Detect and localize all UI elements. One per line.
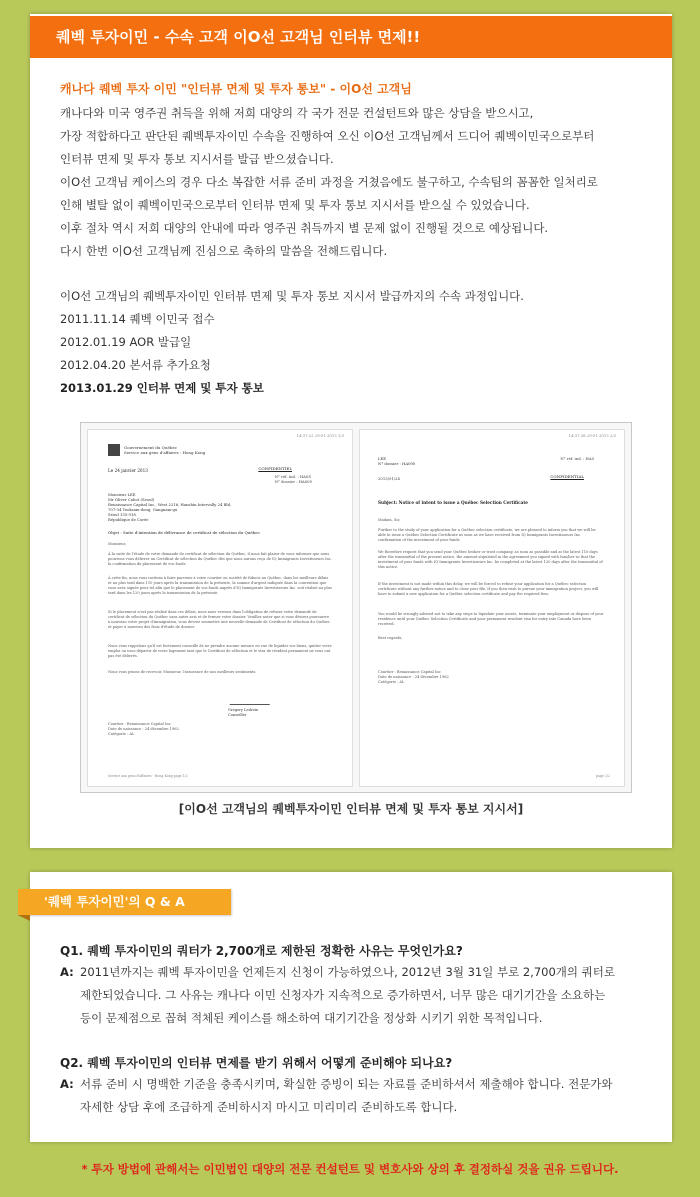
courtier-line: Catégorie : AL bbox=[378, 680, 405, 684]
timeline-item: 2011.11.14 퀘벡 이민국 접수 bbox=[60, 312, 215, 326]
letter-text: You would be strongly advised not to take any steps to liquidate your assets, terminate your employment or dispose of your residence until your Québec Selection Certificate and your permanent resident visa for entry into Canada have been received. bbox=[378, 612, 604, 626]
case-paragraph bbox=[60, 102, 650, 263]
qa-card bbox=[30, 872, 672, 1142]
paragraph-line: 캐나다와 미국 영주권 취득을 위해 저희 대양의 각 국가 전문 컨설턴트와 많은 상담을 받으시고, bbox=[60, 106, 534, 120]
addr-line: République de Corée bbox=[108, 517, 149, 522]
letter-closing: Best regards, bbox=[378, 636, 403, 640]
case-card bbox=[30, 14, 672, 848]
page-footer: Service aux gens d'affaires - Hong Kong page 1/2 bbox=[108, 774, 188, 778]
paragraph-line: 인해 별탈 없이 퀘벡이민국으로부터 인터뷰 면제 및 투자 통보 지시서를 받으실 수 있었습니다. bbox=[60, 198, 530, 212]
answer-label: A: bbox=[60, 965, 74, 979]
courtier-line: Catégorie : AL bbox=[108, 732, 135, 736]
answer-line: 제한되었습니다. 그 사유는 캐나다 이민 신청자가 지속적으로 증가하면서, 너무 많은 대기기간을 소요하는 bbox=[80, 988, 606, 1002]
timeline bbox=[60, 285, 650, 400]
document-caption: [이O선 고객님의 퀘벡투자이민 인터뷰 면제 및 투자 통보 지시서] bbox=[178, 802, 524, 816]
question-2: Q2. 퀘벡 투자이민의 인터뷰 면제를 받기 위해서 어떻게 준비해야 되나요? bbox=[60, 1056, 453, 1070]
answer-line: 2011년까지는 퀘벡 투자이민을 언제든지 신청이 가능하였으나, 2012년 3월 31일 부로 2,700개의 쿼터로 bbox=[80, 965, 615, 979]
question-1: Q1. 퀘벡 투자이민의 쿼터가 2,700개로 제한된 정확한 사유는 무엇인가요? bbox=[60, 944, 463, 958]
ref-line: N° réf. ind. : HA0S bbox=[274, 474, 311, 479]
paragraph-line: 이후 절차 역시 저희 대양의 안내에 따라 영주권 취득까지 별 문제 없이 진행될 것으로 예상됩니다. bbox=[60, 221, 549, 235]
letter-text: We therefore request that you send your Québec broker or trust company, as soon as possible and at the latest 110 days after the transmittal of the present notice, the amount stipulated in the agreement you signed with him/her so that the investment of your funds with IQ Immigrants Investisseurs Inc. be completed at the latest 120 days after the transmittal of this notice. bbox=[378, 550, 603, 569]
letter-text: Further to the study of your application for a Québec selection certificate, we are pleased to inform you that we will be able to issue a Québec Selection Certificate as soon as we have received from IQ Immigrants Investisseurs Inc. confirmation of the investment of your funds. bbox=[378, 528, 596, 542]
answer-line: 자세한 상담 후에 조급하게 준비하시지 마시고 미리미리 준비하도록 합니다. bbox=[80, 1100, 458, 1114]
answer-1 bbox=[60, 961, 660, 1030]
letter-subject: Subject: Notice of intent to issue a Québec Selection Certificate bbox=[378, 500, 528, 505]
disclaimer-footnote: * 투자 방법에 관해서는 이민법인 대양의 전문 컨설턴트 및 변호사와 상의 후 결정하실 것을 권유 드립니다. bbox=[81, 1162, 619, 1176]
timeline-item: 2012.04.20 본서류 추가요청 bbox=[60, 358, 211, 372]
letter-date: 2013/01/24 bbox=[378, 476, 400, 481]
paragraph-line: 인터뷰 면제 및 투자 통보 지시서를 발급 받으셨습니다. bbox=[60, 152, 334, 166]
addr-line: Renaissance Capital Inc., West 2216, Hanshin Intervally 24 Bld, bbox=[108, 502, 232, 507]
courtier-line: Date de naissance : 24 décembre 1962 bbox=[378, 675, 449, 679]
government-name bbox=[124, 445, 205, 455]
letter-salutation: Monsieur, bbox=[108, 542, 127, 546]
addr-line: Séoul 135-918 bbox=[108, 512, 136, 517]
answer-line: 등이 문제점으로 꼽혀 적체된 케이스를 해소하여 대기기간을 정상화 시키기 위한 목적입니다. bbox=[80, 1011, 543, 1025]
gov-line: Gouvernement du Québec bbox=[124, 445, 178, 450]
answer-2 bbox=[60, 1073, 660, 1119]
confidential-label: CONFIDENTIEL bbox=[258, 466, 292, 471]
recipient-line: N° dossier : HA000 bbox=[378, 461, 416, 466]
paragraph-line: 가장 적합하다고 판단된 퀘벡투자이민 수속을 진행하여 오신 이O선 고객님께서 드디어 퀘벡이민국으로부터 bbox=[60, 129, 595, 143]
document-page-french bbox=[87, 429, 353, 787]
courtier-line: Courtier : Renaissance Capital Inc bbox=[108, 722, 171, 726]
fax-header: 14:37:22 29-01-2013 1/3 bbox=[296, 433, 344, 438]
addr-line: Mr Oliver Cabot (Seoul) bbox=[108, 497, 155, 502]
letter-text: Si le placement n'est pas réalisé dans ces délais, nous nous verrons dans l'obligation de refuser votre demande de certificat de sélection du Québec sans autre avis et de fermer votre dossier. Veuillez noter que si vous désirez poursuivre à nouveau votre projet d'immigration, vous devrez soumettre une nouvelle demande de Certificat de sélection du Québec et payer à nouveau des frais d'étude de dossier. bbox=[108, 610, 330, 629]
timeline-item: 2012.01.19 AOR 발급일 bbox=[60, 335, 192, 349]
reference-number: N° réf. ind. : HA0 bbox=[560, 456, 594, 461]
letter-date: Le 24 janvier 2013 bbox=[108, 468, 148, 473]
paragraph-line: 다시 한번 이O선 고객님께 진심으로 축하의 말씀을 전해드립니다. bbox=[60, 244, 388, 258]
case-header: 퀘벡 투자이민 - 수속 고객 이O선 고객님 인터뷰 면제!! bbox=[30, 16, 672, 58]
government-logo-icon bbox=[108, 444, 120, 456]
confidential-label: CONFIDENTIAL bbox=[550, 474, 584, 479]
courtier-line: Courtier : Renaissance Capital Inc bbox=[378, 670, 441, 674]
addr-line: Monsieur LEE bbox=[108, 492, 136, 497]
gov-line: Service aux gens d'affaires - Hong Kong bbox=[124, 450, 206, 455]
qa-tab-label: '퀘벡 투자이민'의 Q & A bbox=[18, 889, 231, 915]
page-footer: page 2/2 bbox=[595, 774, 610, 778]
document-scan bbox=[80, 422, 632, 793]
letter-text: If the investment is not made within this delay, we will be forced to refuse your application for a Québec selection certificate without any further notice and to close your file. If you then wish to pursue your immigration project, you will have to submit a new application for a Québec selection certificate and pay the required fees. bbox=[378, 582, 599, 596]
answer-label: A: bbox=[60, 1077, 74, 1091]
addr-line: 707-34 Yooksam-dong, Gangnam-gu bbox=[108, 507, 178, 512]
sig-line: Conseiller bbox=[228, 713, 247, 717]
courtier-block bbox=[108, 722, 332, 737]
timeline-intro: 이O선 고객님의 퀘벡투자이민 인터뷰 면제 및 투자 통보 지시서 발급까지의 수속 과정입니다. bbox=[60, 289, 524, 303]
sig-line: Gregory Ledroix bbox=[228, 708, 258, 712]
letter-text: À la suite de l'étude de votre demande de certificat de sélection du Québec, il nous fait plaisir de vous informer que nous pourrons vous délivrer un Certificat de sélection du Québec dès que nous aurons reçu de IQ Immigrants Investisseurs Inc. la confirmation du placement de vos fonds. bbox=[108, 552, 332, 566]
paragraph-line: 이O선 고객님 케이스의 경우 다소 복잡한 서류 준비 과정을 거쳤음에도 불구하고, 수속팀의 꼼꼼한 일처리로 bbox=[60, 175, 598, 189]
case-title: 캐나다 퀘벡 투자 이민 "인터뷰 면제 및 투자 통보" - 이O선 고객님 bbox=[60, 82, 412, 96]
letter-closing: Nous vous prions de recevoir, Monsieur, l'assurance de nos meilleurs sentiments. bbox=[108, 670, 257, 674]
courtier-block bbox=[378, 670, 604, 685]
recipient-line: LEE bbox=[378, 456, 387, 461]
letter-salutation: Madam, Sir, bbox=[378, 518, 401, 522]
signature-icon bbox=[230, 686, 277, 705]
courtier-line: Date de naissance : 24 décembre 1962 bbox=[108, 727, 179, 731]
document-page-english bbox=[359, 429, 625, 787]
timeline-item-final: 2013.01.29 인터뷰 면제 및 투자 통보 bbox=[60, 381, 264, 395]
letter-text: À cette fin, nous vous invitons à faire parvenir à votre courtier ou société de fiducie au Québec, dans les meilleurs délais et au plus tard dans 110 jours après la transmission de la présente, la somme d'argent indiquée dans la convention que vous avez signée pour tel afin que le placement de vos fonds auprès d'IQ Immigrants Investisseurs Inc. soit réalisé au plus tard dans les 120 jours après la transmission de la présente. bbox=[108, 576, 332, 595]
letter-text: Nous vous rappelons qu'il est fortement conseillé de ne prendre aucune mesure en vue de liquider vos biens, quitter votre emploi ou vous départir de votre logement tant que le Certificat de sélection et le visa de résident permanent ne vous ont pas été délivrés. bbox=[108, 644, 332, 658]
address-block bbox=[108, 492, 231, 522]
fax-header: 14:37:38 29-01-2013 2/3 bbox=[568, 433, 616, 438]
signatory bbox=[228, 708, 258, 718]
answer-line: 서류 준비 시 명백한 기준을 충족시키며, 확실한 증빙이 되는 자료를 준비하셔서 제출해야 합니다. 전문가와 bbox=[80, 1077, 613, 1091]
ref-line: N° dossier : HA000 bbox=[274, 479, 312, 484]
letter-subject: Objet : Suite d'intention de délivrance de certificat de sélection du Québec bbox=[108, 530, 260, 535]
reference-numbers bbox=[275, 474, 312, 484]
recipient-block bbox=[378, 456, 415, 466]
